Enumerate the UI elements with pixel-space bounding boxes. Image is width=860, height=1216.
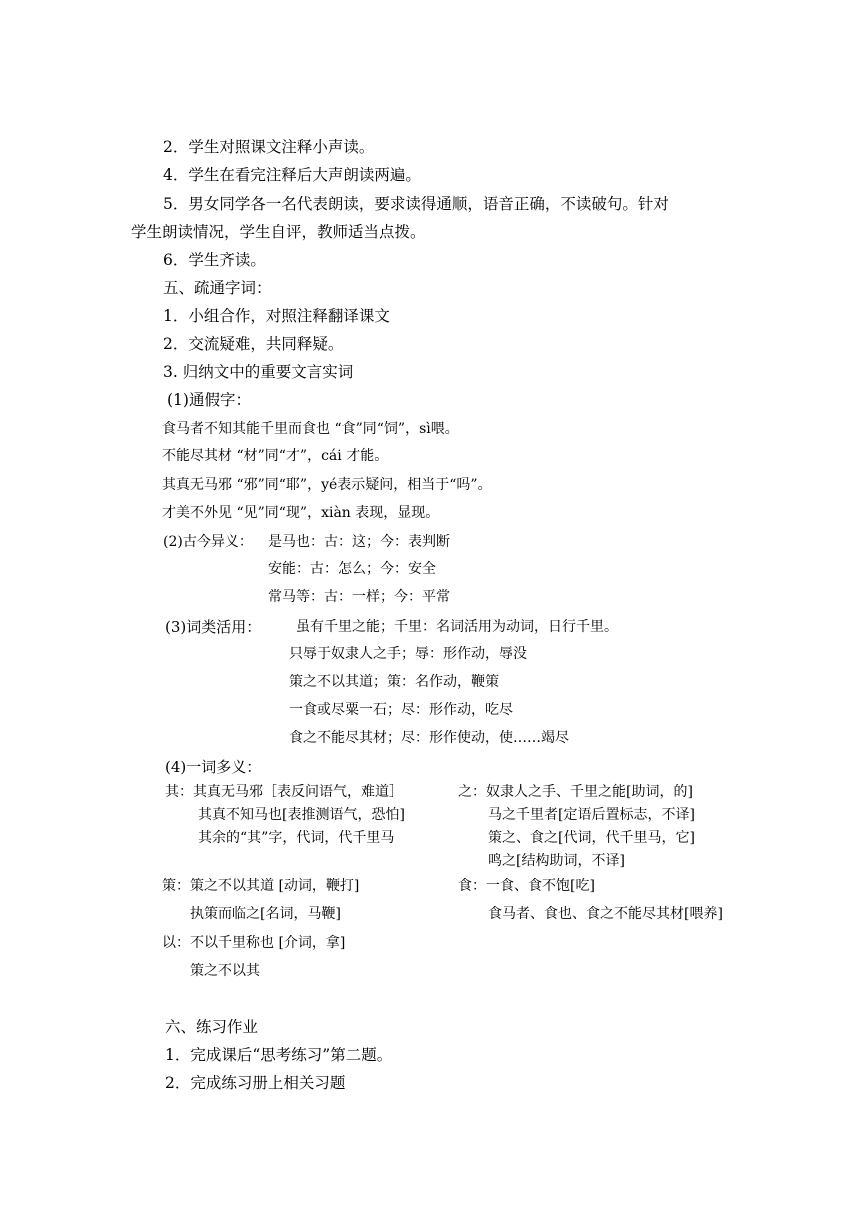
step-2-text: 2．学生对照课文注释小声读。 — [163, 138, 375, 156]
step-6-text: 6．学生齐读。 — [163, 251, 266, 269]
duoyi-ce-line2: 执策而临之[名词，马鞭] — [190, 906, 341, 922]
cilei-entry: 策之不以其道；策：名作动，鞭策 — [289, 674, 499, 690]
gujin-entry: 安能：古：怎么；今：安全 — [268, 561, 436, 577]
duoyi-shi-line2: 食马者、食也、食之不能尽其材[喂养] — [488, 906, 723, 922]
section-5-step-1: 1．小组合作，对照注释翻译课文 — [163, 307, 390, 325]
section-5-step-3: 3. 归纳文中的重要文言实词 — [163, 363, 354, 381]
section-6-task-2: 2．完成练习册上相关习题 — [165, 1074, 346, 1092]
duoyi-ce-line1: 策：策之不以其道 [动词，鞭打] — [162, 878, 360, 894]
section-5-step-2: 2．交流疑难，共同释疑。 — [163, 335, 344, 353]
section-6-heading: 六、练习作业 — [165, 1018, 259, 1036]
gujin-heading: (2)古今异义： — [163, 534, 253, 550]
duoyi-heading: (4)一词多义： — [165, 758, 262, 776]
section-5-heading: 五、疏通字词： — [163, 279, 272, 297]
duoyi-yi-line1: 以：不以千里称也 [介词，拿] — [162, 935, 346, 951]
gujin-entry: 常马等：古：一样；今：平常 — [268, 589, 450, 605]
duoyi-zhi-line4: 鸣之[结构助词，不译] — [488, 853, 625, 869]
gujin-entry: 是马也：古：这；今：表判断 — [268, 534, 450, 550]
tongjia-entry: 其真无马邪 “邪”同“耶”，yé表示疑问，相当于“吗”。 — [162, 477, 492, 493]
duoyi-zhi-line2: 马之千里者[定语后置标志，不译] — [488, 807, 695, 823]
cilei-entry: 只辱于奴隶人之手；辱：形作动，辱没 — [289, 646, 527, 662]
duoyi-qi-line1: 其：其真无马邪［表反问语气，难道］ — [165, 784, 403, 800]
step-4-text: 4．学生在看完注释后大声朗读两遍。 — [163, 166, 421, 184]
duoyi-zhi-line1: 之：奴隶人之手、千里之能[助词，的] — [458, 784, 693, 800]
section-6-task-1: 1．完成课后“思考练习”第二题。 — [165, 1046, 393, 1064]
step-5-text-line1: 5．男女同学各一名代表朗读，要求读得通顺，语音正确，不读破句。针对 — [163, 195, 669, 213]
duoyi-zhi-line3: 策之、食之[代词，代千里马，它] — [488, 830, 695, 846]
tongjia-entry: 才美不外见 “见”同“现”，xiàn 表现，显现。 — [162, 505, 440, 521]
cilei-entry: 一食或尽粟一石；尽：形作动，吃尽 — [289, 702, 513, 718]
duoyi-qi-line2: 其真不知马也[表推测语气，恐怕] — [198, 807, 405, 823]
cilei-heading: (3)词类活用： — [165, 618, 262, 636]
tongjia-entry: 食马者不知其能千里而食也 “食”同“饲”，sì喂。 — [162, 421, 459, 437]
duoyi-shi-line1: 食：一食、食不饱[吃] — [458, 878, 595, 894]
cilei-entry: 食之不能尽其材；尽：形作使动，使……竭尽 — [289, 730, 569, 746]
duoyi-yi-line2: 策之不以其 — [190, 963, 260, 979]
tongjia-entry: 不能尽其材 “材”同“才”，cái 才能。 — [162, 448, 389, 464]
step-5-text-line2: 学生朗读情况，学生自评，教师适当点拨。 — [131, 223, 426, 241]
duoyi-qi-line3: 其余的“其”字，代词，代千里马 — [198, 830, 395, 846]
tongjia-heading: (1)通假字： — [167, 391, 251, 409]
cilei-entry: 虽有千里之能；千里：名词活用为动词，日行千里。 — [296, 619, 618, 635]
